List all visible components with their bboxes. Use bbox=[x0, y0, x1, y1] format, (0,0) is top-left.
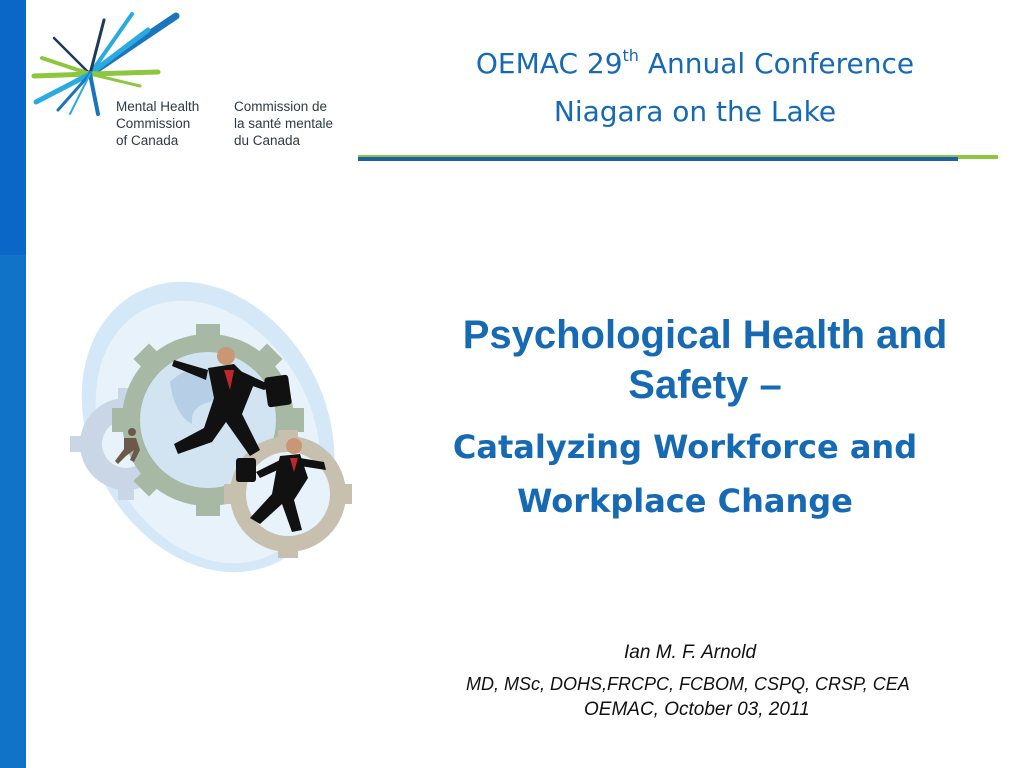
author-credentials: MD, MSc, DOHS,FRCPC, FCBOM, CSPQ, CRSP, CEA bbox=[466, 674, 910, 694]
logo-fr-line: du Canada bbox=[234, 133, 301, 148]
event-date: OEMAC, October 03, 2011 bbox=[584, 699, 810, 720]
logo-en-line: Commission bbox=[116, 116, 191, 131]
logo-fr-line: Commission de bbox=[234, 99, 328, 114]
logo-en-line: Mental Health bbox=[116, 99, 200, 114]
conference-title bbox=[380, 40, 1010, 88]
ordinal-suffix: th bbox=[622, 46, 639, 65]
logo-text-english bbox=[116, 98, 199, 149]
subtitle-line: Workplace Change bbox=[517, 482, 853, 520]
presentation-subtitle bbox=[390, 420, 980, 528]
title-line: Safety – bbox=[628, 363, 782, 407]
author-name: Ian M. F. Arnold bbox=[624, 642, 757, 663]
logo-text-french bbox=[234, 98, 333, 149]
presentation-title bbox=[390, 310, 1020, 410]
conference-header bbox=[380, 40, 1010, 136]
gears-businessmen-illustration bbox=[58, 272, 368, 582]
left-accent-bar-lower bbox=[0, 255, 26, 768]
subtitle-line: Catalyzing Workforce and bbox=[452, 428, 918, 466]
logo-en-line: of Canada bbox=[116, 133, 179, 148]
conference-title-prefix: OEMAC 29 bbox=[475, 47, 623, 80]
conference-location: Niagara on the Lake bbox=[553, 95, 837, 128]
conference-title-suffix: Annual Conference bbox=[638, 47, 915, 80]
logo-fr-line: la santé mentale bbox=[234, 116, 334, 131]
header-rule-blue bbox=[358, 157, 958, 161]
left-accent-bar bbox=[0, 0, 26, 255]
title-line: Psychological Health and bbox=[462, 313, 948, 357]
